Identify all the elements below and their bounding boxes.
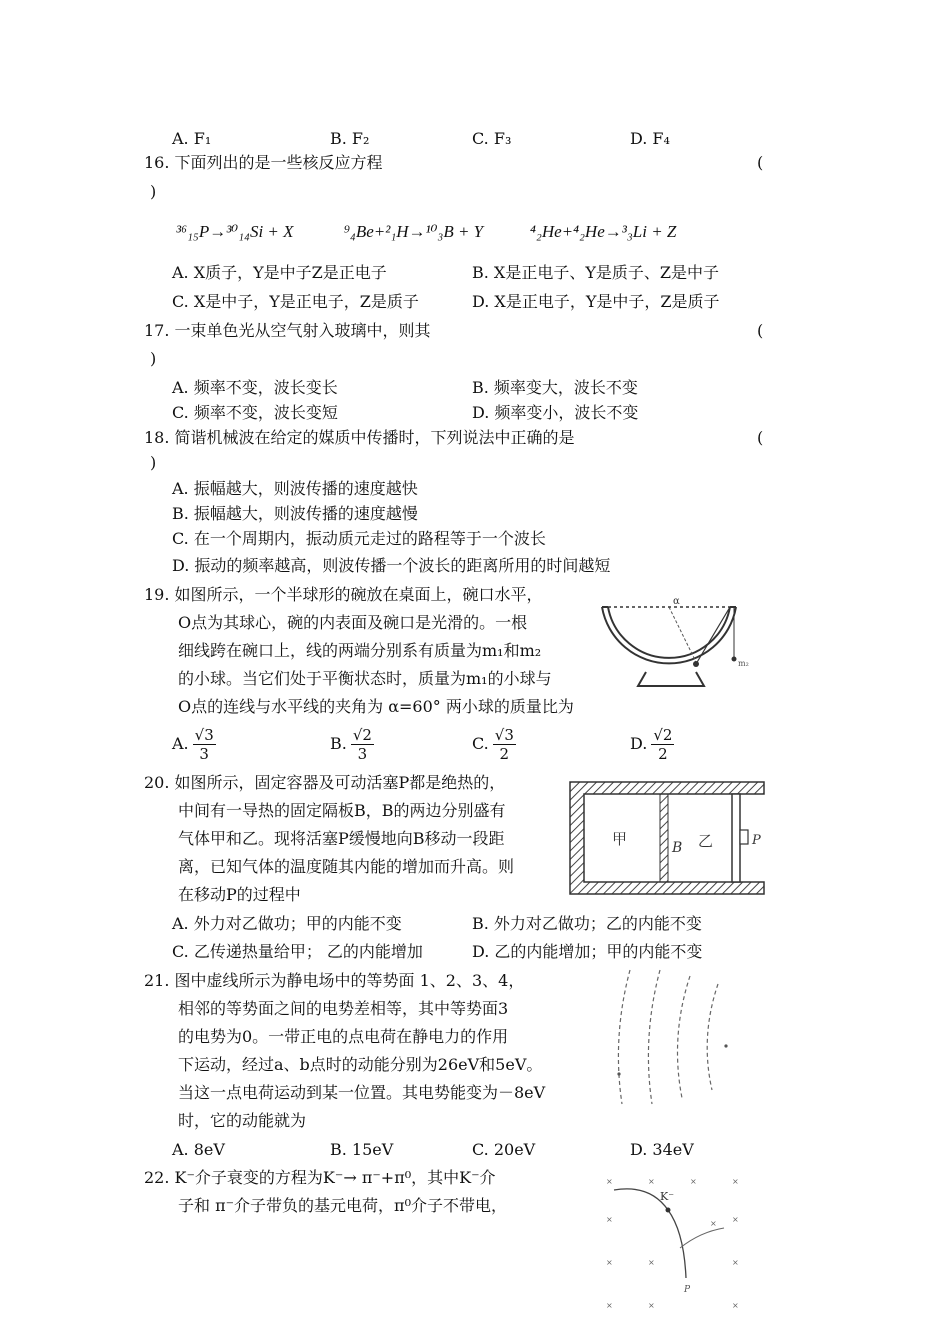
m2-label: m₂ <box>738 659 749 668</box>
q21-stem-line-4: 下运动，经过a、b点时的动能分别为26eV和5eV。 <box>178 1055 543 1074</box>
q19-option-c: C. $\frac{√3}{2}$ <box>472 726 514 763</box>
q20-stem-line-1: 20. 如图所示，固定容器及可动活塞P都是绝热的， <box>144 773 506 792</box>
q15-option-c: C. F₃ <box>472 129 512 148</box>
q19-stem-line-4: 的小球。当它们处于平衡状态时，质量为m₁的小球与 <box>178 669 552 688</box>
point-a <box>617 1072 620 1075</box>
q15-option-a: A. F₁ <box>172 129 212 148</box>
partition-b <box>660 794 668 882</box>
gas-yi-label: 乙 <box>698 832 714 850</box>
q19-stem-line-3: 细线跨在碗口上，线的两端分别系有质量为m₁和m₂ <box>178 641 542 660</box>
partition-b-label: B <box>672 840 683 856</box>
q18-stem: 18. 简谐机械波在给定的媒质中传播时，下列说法中正确的是 <box>144 428 575 447</box>
q19-option-b: B. $\frac{√2}{3}$ <box>330 726 372 763</box>
q20-stem-line-4: 离，已知气体的温度随其内能的增加而升高。则 <box>178 857 515 876</box>
q22-stem-line-1: 22. K⁻介子衰变的方程为K⁻→ π⁻+π⁰，其中K⁻介 <box>144 1168 496 1187</box>
q21-option-c: C. 20eV <box>472 1140 536 1159</box>
q20-stem-line-3: 气体甲和乙。现将活塞P缓慢地向B移动一段距 <box>178 829 505 848</box>
svg-text:×: × <box>606 1301 613 1310</box>
q17-answer-paren-open: ( <box>757 321 764 340</box>
q19-option-a: A. $\frac{√3}{3}$ <box>172 726 214 763</box>
q19-option-d: D. $\frac{√2}{2}$ <box>630 726 673 763</box>
radius-line <box>669 607 696 662</box>
svg-text:×: × <box>732 1177 739 1186</box>
q17-option-c: C. 频率不变，波长变短 <box>172 403 338 422</box>
q21-equipotential-figure <box>600 962 740 1112</box>
q16-option-b: B. X是正电子、Y是质子、Z是中子 <box>472 263 720 282</box>
svg-text:×: × <box>606 1177 613 1186</box>
ball-m1 <box>693 661 699 667</box>
alpha-label: α <box>673 596 680 607</box>
q15-option-d: D. F₄ <box>630 129 670 148</box>
q19-stem-line-1: 19. 如图所示，一个半球形的碗放在桌面上，碗口水平， <box>144 585 543 604</box>
piston-p-label: P <box>752 833 761 848</box>
q21-stem-line-3: 的电势为0。一带正电的点电荷在静电力的作用 <box>178 1027 509 1046</box>
equipotential-surface-4 <box>707 984 718 1090</box>
q20-option-a: A. 外力对乙做功；甲的内能不变 <box>172 914 402 933</box>
q16-option-d: D. X是正电子，Y是中子，Z是质子 <box>472 292 720 311</box>
q16-stem: 16. 下面列出的是一些核反应方程 <box>144 153 383 172</box>
svg-text:×: × <box>710 1219 717 1228</box>
q21-option-a: A. 8eV <box>172 1140 225 1159</box>
ball-m2 <box>732 657 737 662</box>
decay-point <box>666 1208 671 1213</box>
q19-stem-line-2: O点为其球心，碗的内表面及碗口是光滑的。一根 <box>178 613 528 632</box>
q21-stem-line-5: 当这一点电荷运动到某一位置。其电势能变为－8eV <box>178 1083 546 1102</box>
gas-jia-label: 甲 <box>612 830 628 848</box>
q16-equation-3: ⁴₂He+⁴₂He→³₃Li + Z <box>530 222 677 241</box>
q17-option-b: B. 频率变大，波长不变 <box>472 378 638 397</box>
q15-option-b: B. F₂ <box>330 129 370 148</box>
q21-option-d: D. 34eV <box>630 1140 694 1159</box>
q16-equation-1: ³⁶₁₅P→³⁰₁₄Si + X <box>176 222 294 241</box>
svg-text:×: × <box>732 1258 739 1267</box>
q17-answer-paren-close: ) <box>150 349 157 368</box>
piston-handle <box>740 830 748 844</box>
k-meson-label: K⁻ <box>660 1190 675 1203</box>
q20-stem-line-2: 中间有一导热的固定隔板B，B的两边分别盛有 <box>178 801 506 820</box>
q19-stem-line-5: O点的连线与水平线的夹角为 α=60° 两小球的质量比为 <box>178 697 574 716</box>
q21-stem-line-2: 相邻的等势面之间的电势差相等，其中等势面3 <box>178 999 509 1018</box>
q20-stem-line-5: 在移动P的过程中 <box>178 885 301 904</box>
pi-meson-track <box>680 1228 724 1248</box>
q18-option-c: C. 在一个周期内，振动质元走过的路程等于一个波长 <box>172 529 546 548</box>
q22-magnetic-field-figure <box>600 1170 750 1315</box>
q16-answer-paren-close: ) <box>150 182 157 201</box>
svg-text:×: × <box>648 1177 655 1186</box>
point-b <box>724 1044 727 1047</box>
q17-stem: 17. 一束单色光从空气射入玻璃中，则其 <box>144 321 431 340</box>
p-label: P <box>684 1285 691 1295</box>
bowl-inner-surface <box>608 607 730 658</box>
q20-option-c: C. 乙传递热量给甲； 乙的内能增加 <box>172 942 423 961</box>
q17-option-d: D. 频率变小，波长不变 <box>472 403 639 422</box>
svg-text:×: × <box>648 1258 655 1267</box>
svg-text:×: × <box>606 1258 613 1267</box>
equipotential-surface-1 <box>618 970 630 1104</box>
q20-option-d: D. 乙的内能增加；甲的内能不变 <box>472 942 703 961</box>
equipotential-surface-3 <box>678 976 691 1098</box>
svg-text:×: × <box>606 1215 613 1224</box>
q18-option-d: D. 振动的频率越高，则波传播一个波长的距离所用的时间越短 <box>172 556 611 575</box>
q16-option-c: C. X是中子，Y是正电子，Z是质子 <box>172 292 419 311</box>
q19-bowl-figure <box>600 594 760 690</box>
q18-answer-paren-open: ( <box>757 428 764 447</box>
q16-equation-2: ⁹₄Be+²₁H→¹⁰₃B + Y <box>344 222 484 241</box>
svg-text:×: × <box>732 1215 739 1224</box>
q16-answer-paren-open: ( <box>757 153 764 172</box>
equipotential-surface-2 <box>648 970 660 1104</box>
q16-option-a: A. X质子，Y是中子Z是正电子 <box>172 263 387 282</box>
q21-stem-line-1: 21. 图中虚线所示为静电场中的等势面 1、2、3、4， <box>144 971 525 990</box>
piston-p <box>732 794 740 882</box>
svg-text:×: × <box>690 1177 697 1186</box>
q21-option-b: B. 15eV <box>330 1140 394 1159</box>
svg-text:×: × <box>732 1301 739 1310</box>
q21-stem-line-6: 时，它的动能就为 <box>178 1111 307 1130</box>
q22-stem-line-2: 子和 π⁻介子带负的基元电荷，π⁰介子不带电， <box>178 1196 507 1215</box>
q20-container-figure <box>566 778 772 900</box>
q18-option-b: B. 振幅越大，则波传播的速度越慢 <box>172 504 418 523</box>
bowl-base <box>638 672 704 686</box>
q20-option-b: B. 外力对乙做功；乙的内能不变 <box>472 914 702 933</box>
q18-option-a: A. 振幅越大，则波传播的速度越快 <box>172 479 418 498</box>
svg-text:×: × <box>648 1301 655 1310</box>
q18-answer-paren-close: ) <box>150 453 157 472</box>
q17-option-a: A. 频率不变，波长变长 <box>172 378 338 397</box>
